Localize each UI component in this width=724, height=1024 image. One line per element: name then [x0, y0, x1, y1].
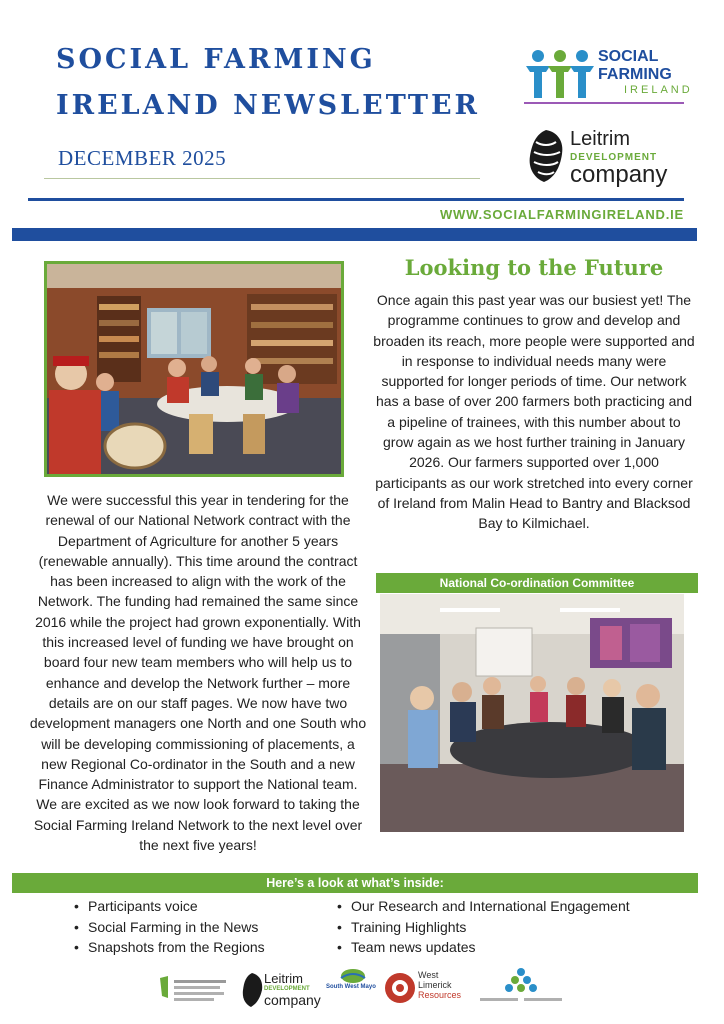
contents-list-left	[74, 896, 265, 958]
committee-caption: National Co-ordination Committee	[376, 573, 698, 593]
feature-paragraph-right: Once again this past year was our busiest yet! The programme continues to grow and develop and broaden its reach, more people were supported and in response to individual needs many were supported for longer periods of time. Our network has a base of over 200 farmers both practicing and a pipeline of trainees, with this number about to grow again as we host further training in January 2026. Our farmers supported over 1,000 participants as our work stretched into every corner of Ireland from Malin Head to Bantry and Blacksod Bay to Kilmichael.	[373, 292, 695, 532]
circle-emblem-icon	[384, 972, 416, 1004]
list-item: • Participants voice	[74, 896, 265, 917]
committee-photo-image	[380, 594, 684, 832]
people-figures-icon	[524, 48, 596, 102]
harp-icon	[154, 966, 232, 1010]
landscape-icon	[326, 966, 380, 984]
sfi-logo-word2: FARMING	[598, 66, 672, 83]
list-item: • Team news updates	[337, 937, 630, 958]
newsletter-title-line1: SOCIAL FARMING	[56, 44, 376, 75]
feature-heading: Looking to the Future	[404, 255, 664, 280]
ldc-logo-word3: company	[570, 161, 668, 188]
south-west-mayo-label: South West Mayo	[326, 984, 376, 990]
sfi-logo-word1: SOCIAL	[598, 48, 659, 65]
wlr-word1: West	[418, 970, 439, 980]
sfi-logo-underline	[524, 102, 684, 104]
header-divider	[28, 198, 684, 201]
west-limerick-resources-logo	[384, 966, 470, 1010]
social-farming-ireland-logo	[524, 44, 693, 110]
triangle-emblem-icon	[478, 966, 564, 1010]
gathering-photo-image	[47, 264, 341, 474]
footer-leitrim-word2: DEVELOPMENT	[264, 986, 310, 992]
leitrim-development-company-logo	[524, 124, 694, 190]
ldc-logo-word2: DEVELOPMENT	[570, 152, 658, 163]
footer-leitrim-word3: company	[264, 992, 321, 1008]
south-west-mayo-logo	[326, 966, 380, 1010]
ldc-logo-word1: Leitrim	[570, 128, 631, 150]
feature-paragraph-left: We were successful this year in tendering for the renewal of our National Network contract with the Department of Agriculture for another 5 years (renewable annually). This time around the contract has been increased to align with the work of the Network. The funding had remained the same since 2016 while the project had grown exponentially. With this increased level of funding we have brought on board four new team members who will help us to enhance and develop the Network further – more details are on our staff pages. We now have two development managers one North and one South who will be developing commissioning of placements, a new Regional Co-ordinator in the South and a new Finance Administrator to support the National team. We are excited as we now look forward to taking the Social Farming Ireland Network to the next level over the next five years!	[29, 492, 367, 854]
list-item: • Our Research and International Engagement	[337, 896, 630, 917]
list-item: • Social Farming in the News	[74, 917, 265, 938]
leitrim-map-icon	[524, 128, 568, 184]
inside-bar: Here’s a look at what’s inside:	[12, 873, 698, 893]
newsletter-title-line2: IRELAND NEWSLETTER	[56, 90, 480, 121]
footer-leitrim-word1: Leitrim	[264, 971, 304, 986]
leitrim-map-icon	[240, 972, 264, 1008]
list-item: • Snapshots from the Regions	[74, 937, 265, 958]
list-item: • Training Highlights	[337, 917, 630, 938]
wlr-word2: Limerick	[418, 980, 452, 990]
waterford-leader-partnership-logo	[478, 966, 564, 1010]
footer-leitrim-logo	[238, 966, 322, 1010]
issue-date: DECEMBER 2025	[58, 146, 227, 170]
gathering-photo	[44, 261, 344, 477]
contents-list-right	[337, 896, 630, 958]
sfi-logo-word3: IRELAND	[624, 84, 693, 96]
department-of-agriculture-logo	[154, 966, 232, 1010]
committee-photo	[380, 594, 684, 832]
header-band	[12, 228, 697, 241]
website-link[interactable]: WWW.SOCIALFARMINGIRELAND.IE	[439, 207, 684, 222]
wlr-word3: Resources	[418, 990, 462, 1000]
date-underline	[44, 178, 480, 179]
